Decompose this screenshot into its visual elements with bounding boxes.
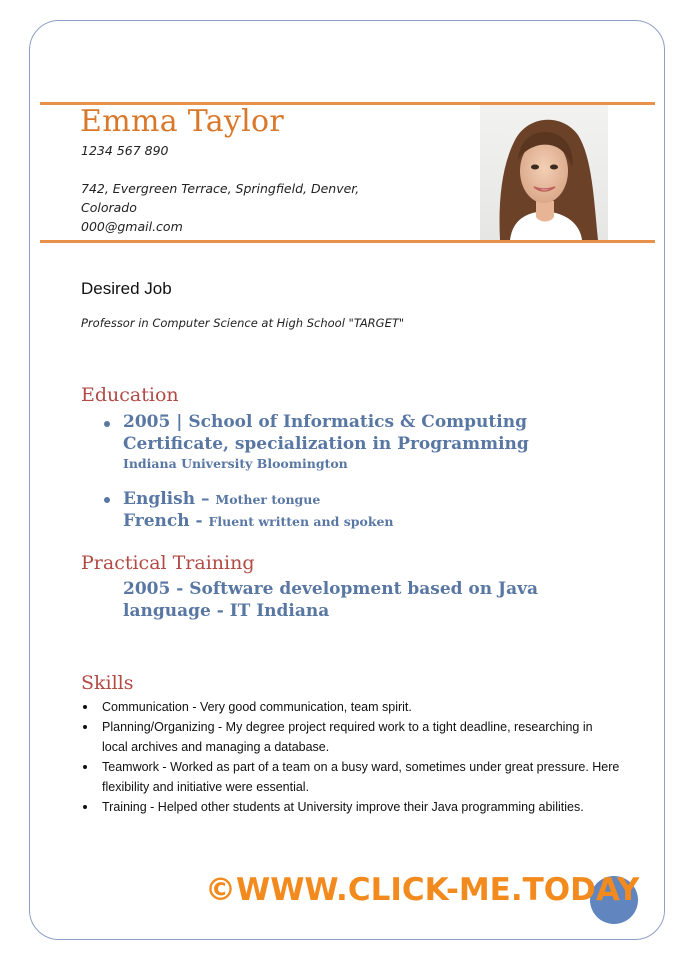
- header-bottom-rule: [40, 240, 655, 243]
- training-heading: Practical Training: [81, 552, 255, 574]
- education-bullet-2: [104, 497, 110, 503]
- skill-item: Communication - Very good communication, team spirit.: [80, 697, 620, 717]
- skills-list: [80, 697, 620, 817]
- training-line-2: language - IT Indiana: [123, 601, 330, 621]
- candidate-name: Emma Taylor: [80, 104, 285, 139]
- language-french-level: Fluent written and spoken: [208, 514, 394, 529]
- skill-item: Training - Helped other students at University improve their Java programming abilities.: [80, 797, 620, 817]
- skill-item: Planning/Organizing - My degree project required work to a tight deadline, researching in local archives and managing a database.: [80, 717, 620, 757]
- address-line-1: 742, Evergreen Terrace, Springfield, Denver,: [81, 181, 360, 196]
- education-degree-line-2: Certificate, specialization in Programming: [123, 434, 529, 454]
- skill-item: Teamwork - Worked as part of a team on a busy ward, sometimes under great pressure. Here flexibility and initiative were essential.: [80, 757, 620, 797]
- profile-photo: [480, 105, 608, 240]
- language-english-level: Mother tongue: [215, 492, 321, 507]
- language-english-name: English –: [123, 489, 210, 509]
- language-french-name: French -: [123, 511, 203, 531]
- address-line-2: Colorado: [81, 200, 137, 215]
- watermark-text: ©WWW.CLICK-ME.TODAY: [205, 872, 640, 908]
- skills-heading: Skills: [81, 672, 134, 694]
- training-line-1: 2005 - Software development based on Java: [123, 579, 539, 599]
- education-degree-line-1: 2005 | School of Informatics & Computing: [123, 412, 527, 432]
- education-university: Indiana University Bloomington: [123, 456, 348, 471]
- desired-job-text: Professor in Computer Science at High School "TARGET": [81, 316, 405, 330]
- language-english: [123, 489, 320, 509]
- desired-job-heading: Desired Job: [81, 279, 172, 298]
- language-french: [123, 511, 394, 531]
- email-address: 000@gmail.com: [81, 219, 183, 234]
- phone-number: 1234 567 890: [81, 143, 169, 158]
- education-bullet-1: [104, 421, 110, 427]
- education-heading: Education: [81, 384, 179, 406]
